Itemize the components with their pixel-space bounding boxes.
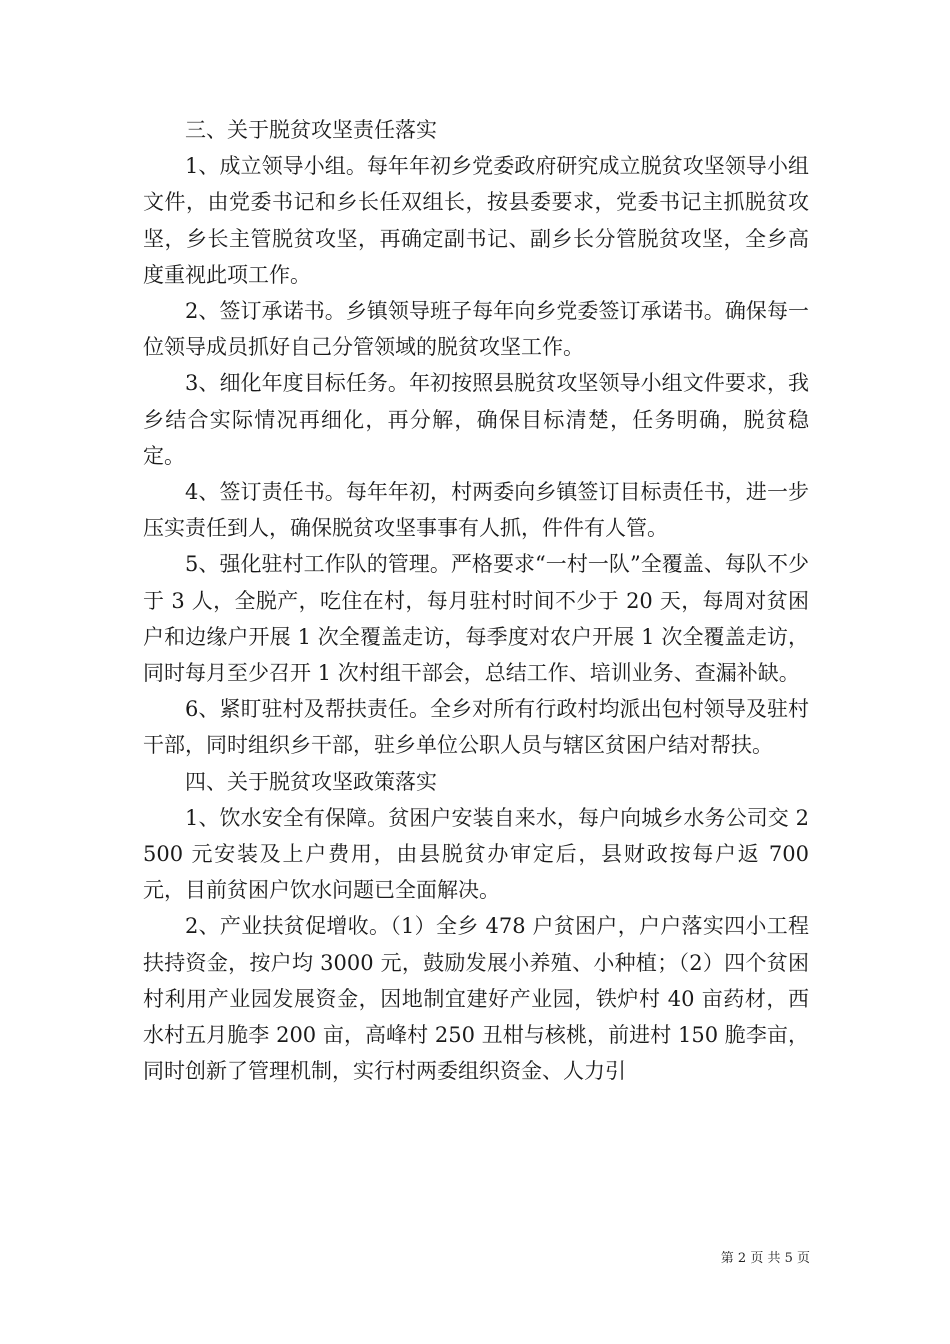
paragraph-responsibility-letter: 4、签订责任书。每年年初，村两委向乡镇签订目标责任书，进一步压实责任到人，确保脱贫攻坚事事有人抓，件件有人管。 (143, 480, 809, 541)
paragraph-drinking-water: 1、饮水安全有保障。贫困户安装自来水，每户向城乡水务公司交 2500 元安装及上户费用，由县脱贫办审定后，县财政按每户返 700 元，目前贫困户饮水问题已全面解决。 (143, 805, 809, 903)
page-number: 第 2 页 共 5 页 (720, 1251, 810, 1266)
paragraph-annual-targets: 3、细化年度目标任务。年初按照县脱贫攻坚领导小组文件要求，我乡结合实际情况再细化，再分解，确保目标清楚，任务明确，脱贫稳定。 (143, 371, 809, 468)
document-body (143, 112, 809, 1089)
paragraph-industry-poverty-relief: 2、产业扶贫促增收。（1）全乡 478 户贫困户，户户落实四小工程扶持资金，按户均 3000 元，鼓励发展小养殖、小种植；（2）四个贫困村利用产业园发展资金，因地制宜建好产业园，铁炉村 40 亩药材，西水村五月脆李 200 亩，高峰村 250 丑柑与核桃，前进村 150 脆李亩，同时创新了管理机制，实行村两委组织资金、人力引 (143, 914, 809, 1084)
paragraph-leading-group: 1、成立领导小组。每年年初乡党委政府研究成立脱贫攻坚领导小组文件，由党委书记和乡长任双组长，按县委要求，党委书记主抓脱贫攻坚，乡长主管脱贫攻坚，再确定副书记、副乡长分管脱贫攻坚，全乡高度重视此项工作。 (143, 154, 809, 287)
paragraph-assistance-responsibility: 6、紧盯驻村及帮扶责任。全乡对所有行政村均派出包村领导及驻村干部，同时组织乡干部，驻乡单位公职人员与辖区贫困户结对帮扶。 (143, 697, 809, 758)
section-heading-policy: 四、关于脱贫攻坚政策落实 (185, 769, 437, 794)
paragraph-commitment-letter: 2、签订承诺书。乡镇领导班子每年向乡党委签订承诺书。确保每一位领导成员抓好自己分管领域的脱贫攻坚工作。 (143, 299, 809, 360)
paragraph-village-team-management: 5、强化驻村工作队的管理。严格要求“一村一队”全覆盖、每队不少于 3 人，全脱产，吃住在村，每月驻村时间不少于 20 天，每周对贫困户和边缘户开展 1 次全覆盖走访，每季度对农户开展 1 次全覆盖走访，同时每月至少召开 1 次村组干部会，总结工作、培训业务、查漏补缺。 (143, 552, 809, 686)
section-heading-responsibility: 三、关于脱贫攻坚责任落实 (185, 118, 437, 142)
